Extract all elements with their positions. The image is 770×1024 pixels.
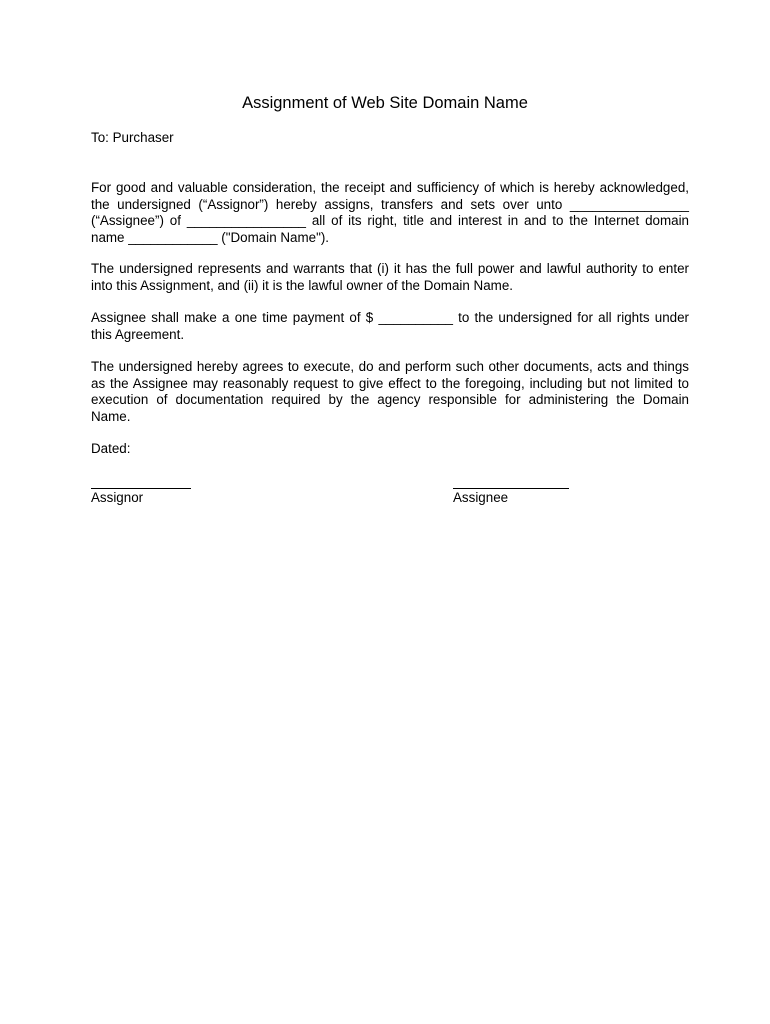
assignee-label: Assignee: [453, 490, 509, 505]
payment-paragraph-line: this Agreement.: [91, 326, 185, 342]
to-line: To: Purchaser: [91, 130, 174, 145]
consideration-paragraph: [91, 180, 689, 247]
consideration-paragraph-line: For good and valuable consideration, the receipt and sufficiency of which is hereby acknowledged,: [91, 180, 689, 195]
assignor-signature-line[interactable]: [91, 478, 191, 489]
consideration-paragraph-line: name ____________ ("Domain Name").: [91, 230, 330, 246]
further-assurances-paragraph-line: as the Assignee may reasonably request to give effect to the foregoing, including but not limited to: [91, 375, 689, 391]
further-assurances-paragraph-line: Name.: [91, 409, 131, 425]
dated-label: Dated:: [91, 441, 131, 456]
consideration-paragraph-line: the undersigned (“Assignor”) hereby assigns, transfers and sets over unto ________________: [91, 196, 689, 212]
document-title: Assignment of Web Site Domain Name: [242, 94, 528, 112]
payment-paragraph-line: Assignee shall make a one time payment of $ __________ to the undersigned for all rights under: [91, 310, 689, 325]
further-assurances-paragraph-line: execution of documentation required by the agency responsible for administering the Domain: [91, 392, 689, 408]
consideration-paragraph-line: (“Assignee”) of ________________ all of its right, title and interest in and to the Internet domain: [91, 213, 689, 229]
representations-paragraph: [91, 261, 689, 294]
representations-paragraph-line: The undersigned represents and warrants that (i) it has the full power and lawful authority to enter: [91, 261, 689, 276]
assignor-label: Assignor: [91, 490, 144, 505]
payment-paragraph: [91, 310, 689, 343]
representations-paragraph-line: into this Assignment, and (ii) it is the lawful owner of the Domain Name.: [91, 277, 513, 293]
further-assurances-paragraph-line: The undersigned hereby agrees to execute, do and perform such other documents, acts and things: [91, 359, 689, 374]
assignee-signature-line[interactable]: [453, 478, 569, 489]
further-assurances-paragraph: [91, 359, 689, 426]
